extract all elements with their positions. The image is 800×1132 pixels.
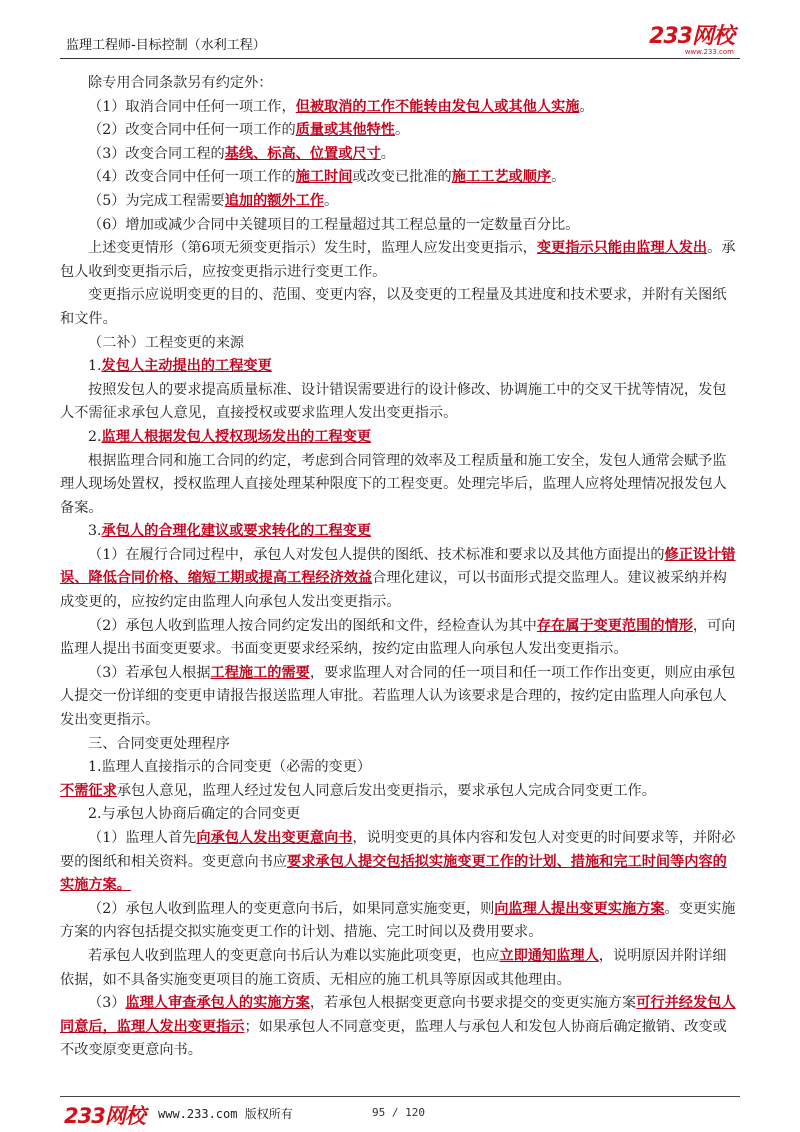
paragraph xyxy=(60,284,740,331)
highlighted-text: 承包人的合理化建议或要求转化的工程变更 xyxy=(101,523,372,540)
text-run: 2.与承包人协商后确定的合同变更 xyxy=(88,806,301,823)
text-run: （二补）工程变更的来源 xyxy=(88,334,245,351)
paragraph xyxy=(60,992,740,1063)
text-run: 根据监理合同和施工合同的约定，考虑到合同管理的效率及工程质量和施工安全，发包人通常会赋予监理人现场处置权，授权监理人直接处理某种限度下的工程变更。处理完毕后，监理人应将处理情况报发包人备案。 xyxy=(60,452,727,516)
text-run: （2）改变合同中任何一项工作的 xyxy=(88,122,296,139)
highlighted-text: 发包人主动提出的工程变更 xyxy=(101,358,272,375)
paragraph xyxy=(60,332,740,356)
text-run: ，要求监理人对合同的任一项目和任一项工作作出变更，则应由承包人提交一份详细的变更申请报告报送监理人审批。若监理人认为该要求是合理的，按约定由监理人向承包人发出变更指示。 xyxy=(60,664,736,729)
paragraph xyxy=(60,190,740,214)
text-run: 变更指示应说明变更的目的、范围、变更内容，以及变更的工程量及其进度和技术要求，并附有关图纸和文件。 xyxy=(60,287,727,327)
text-run: 。 xyxy=(324,192,339,209)
text-run: （3）改变合同工程的 xyxy=(88,145,225,162)
paragraph xyxy=(60,143,740,167)
highlighted-text: 监理人审查承包人的实施方案 xyxy=(125,995,310,1012)
text-run: （4）改变合同中任何一项工作的 xyxy=(88,169,296,186)
paragraph xyxy=(60,96,740,120)
header-divider xyxy=(60,58,740,59)
text-run: ，若承包人根据变更意向书要求提交的变更实施方案 xyxy=(309,995,637,1012)
text-run: （6）增加或减少合同中关键项目的工程量超过其工程总量的一定数量百分比。 xyxy=(88,216,580,233)
highlighted-text: 追加的额外工作 xyxy=(224,192,325,209)
highlighted-text: 立即通知监理人 xyxy=(499,947,599,964)
highlighted-text: 但被取消的工作不能转由发包人或其他人实施 xyxy=(295,98,580,115)
highlighted-text: 监理人根据发包人授权现场发出的工程变更 xyxy=(101,428,372,445)
text-run: ，说明原因并附详细依据，如不具备实施变更项目的施工资质、无相应的施工机具等原因或其他理由。 xyxy=(60,947,727,988)
paragraph xyxy=(60,450,740,521)
page-header xyxy=(60,24,740,58)
highlighted-text: 向监理人提出变更实施方案 xyxy=(494,900,665,917)
paragraph xyxy=(60,72,740,96)
text-run: 合理化建议，可以书面形式提交监理人。建议被采纳并构成变更的，应按约定由监理人向承包人发出变更指示。 xyxy=(60,570,727,611)
page-footer xyxy=(60,1100,740,1126)
text-run: 。 xyxy=(394,122,410,139)
paragraph xyxy=(60,898,740,945)
text-run: ，说明变更的具体内容和发包人对变更的时间要求等，并附必要的图纸和相关资料。变更意向书应 xyxy=(60,830,736,870)
text-run: 1. xyxy=(88,358,102,375)
paragraph xyxy=(60,733,740,757)
text-run: 按照发包人的要求提高质量标准、设计错误需要进行的设计修改、协调施工中的交叉干扰等情况，发包人不需征求承包人意见，直接授权或要求监理人发出变更指示。 xyxy=(60,381,727,422)
text-run: （1）监理人首先 xyxy=(88,830,197,846)
highlighted-text: 存在属于变更范围的情形 xyxy=(536,617,693,634)
highlighted-text: 基线、标高、位置或尺寸 xyxy=(224,145,381,162)
paragraph xyxy=(60,214,740,238)
text-run: 三、合同变更处理程序 xyxy=(88,735,230,752)
text-run: （3）若承包人根据 xyxy=(88,664,211,681)
text-run: ；如果承包人不同意变更，监理人与承包人和发包人协商后确定撤销、改变或不改变原变更意向书。 xyxy=(60,1018,727,1059)
text-run: （2）承包人收到监理人按合同约定发出的图纸和文件，经检查认为其中 xyxy=(88,617,537,634)
paragraph xyxy=(60,615,740,662)
text-run: 。 xyxy=(579,98,594,115)
text-run: 除专用合同条款另有约定外： xyxy=(88,75,273,91)
document-title: 监理工程师-目标控制（水利工程） xyxy=(66,38,266,53)
highlighted-text: 修正设计错误、降低合同价格、缩短工期或提高工程经济效益 xyxy=(60,546,736,587)
brand-logo-text: 233网校 xyxy=(649,24,734,49)
paragraph xyxy=(60,827,740,898)
paragraph xyxy=(60,803,740,827)
footer-logo: 233网校 xyxy=(64,1104,145,1128)
highlighted-text: 施工时间 xyxy=(295,169,353,186)
text-run: （2）承包人收到监理人的变更意向书后，如果同意实施变更，则 xyxy=(88,900,495,917)
highlighted-text: 不需征求 xyxy=(60,782,117,799)
highlighted-text: 向承包人发出变更意向书 xyxy=(196,830,353,846)
text-run: 。变更实施方案的内容包括提交拟实施变更工作的计划、措施、完工时间以及费用要求。 xyxy=(60,900,736,941)
highlighted-text: 工程施工的需要 xyxy=(210,664,310,681)
text-run: 。 xyxy=(551,169,566,186)
highlighted-text: 质量或其他特性 xyxy=(295,122,395,139)
text-run: （1）在履行合同过程中，承包人对发包人提供的图纸、技术标准和要求以及其他方面提出的 xyxy=(88,546,665,563)
brand-logo-url: www.233.com xyxy=(684,48,734,56)
brand-logo xyxy=(649,26,734,56)
text-run: 。承包人收到变更指示后，应按变更指示进行变更工作。 xyxy=(60,240,736,280)
page-number: 95 / 120 xyxy=(372,1106,425,1119)
text-run: 承包人意见，监理人经过发包人同意后发出变更指示，要求承包人完成合同变更工作。 xyxy=(116,782,656,799)
footer-copyright: www.233.com 版权所有 xyxy=(158,1107,293,1121)
text-run: 3. xyxy=(88,523,102,540)
text-run: （1）取消合同中任何一项工作， xyxy=(88,98,296,115)
paragraph xyxy=(60,520,740,544)
text-run: 若承包人收到监理人的变更意向书后认为难以实施此项变更，也应 xyxy=(88,947,500,964)
highlighted-text: 变更指示只能由监理人发出 xyxy=(536,240,708,257)
text-run: 。 xyxy=(380,145,395,162)
paragraph xyxy=(60,237,740,284)
text-run: 或改变已批准的 xyxy=(352,169,452,186)
highlighted-text: 要求承包人提交包括拟实施变更工作的计划、措施和完工时间等内容的实施方案。 xyxy=(60,853,727,894)
paragraph xyxy=(60,426,740,450)
paragraph xyxy=(60,544,740,615)
document-body xyxy=(60,72,740,1063)
text-run: 1.监理人直接指示的合同变更（必需的变更） xyxy=(88,759,372,776)
text-run: ，可向监理人提出书面变更要求。书面变更要求经采纳，按约定由监理人向承包人发出变更指示。 xyxy=(60,617,736,658)
paragraph xyxy=(60,166,740,190)
paragraph xyxy=(60,780,740,804)
footer-divider xyxy=(60,1096,740,1097)
text-run: 2. xyxy=(88,428,102,445)
paragraph xyxy=(60,945,740,992)
text-run: （5）为完成工程需要 xyxy=(88,192,225,209)
paragraph xyxy=(60,379,740,426)
paragraph xyxy=(60,355,740,379)
text-run: （3） xyxy=(88,995,126,1012)
highlighted-text: 可行并经发包人同意后，监理人发出变更指示 xyxy=(60,995,736,1035)
paragraph xyxy=(60,756,740,780)
paragraph xyxy=(60,662,740,733)
highlighted-text: 施工工艺或顺序 xyxy=(451,169,552,186)
text-run: 上述变更情形（第6项无须变更指示）发生时，监理人应发出变更指示， xyxy=(88,240,537,257)
paragraph xyxy=(60,119,740,143)
